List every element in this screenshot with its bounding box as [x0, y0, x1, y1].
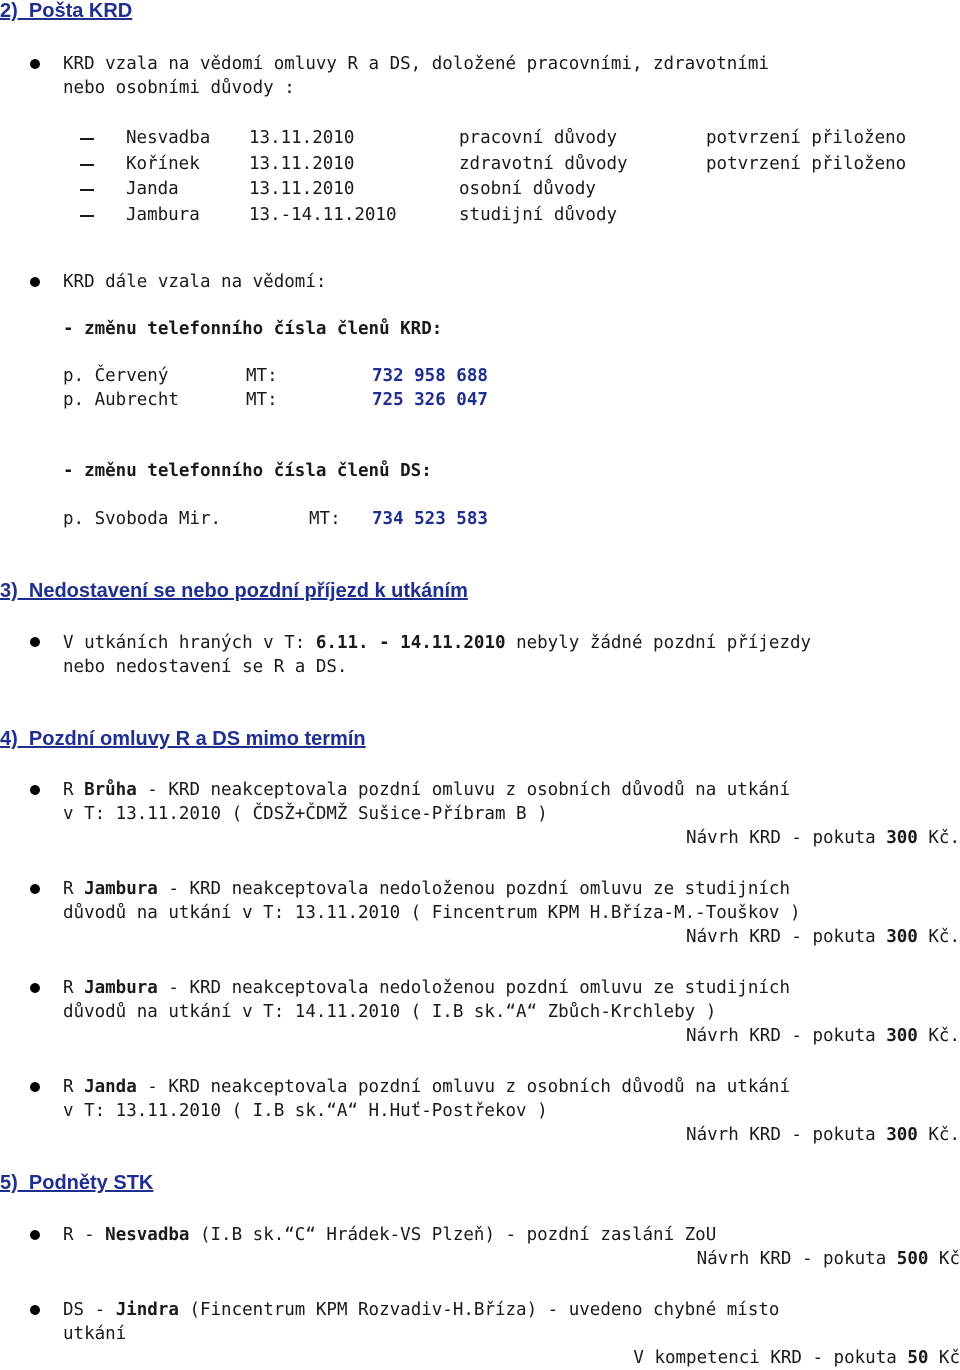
- penalty-text: Návrh KRD - pokuta: [696, 1249, 897, 1269]
- penalty-unit: Kč: [928, 1249, 960, 1269]
- bullet-icon: [30, 1230, 40, 1240]
- phone-label: MT:: [246, 390, 278, 410]
- penalty-unit: Kč.: [917, 1125, 960, 1145]
- phone-name: p. Červený: [63, 366, 169, 386]
- phone-label: MT:: [246, 366, 278, 386]
- official-name: Jambura: [84, 978, 158, 998]
- bullet-icon: [30, 785, 40, 795]
- excuse-note: potvrzení přiloženo: [706, 154, 907, 174]
- dash-icon: [80, 138, 94, 140]
- late-excuse-line-2: v T: 13.11.2010 ( I.B sk.“A“ H.Huť-Postřekov ): [63, 1101, 548, 1121]
- late-arrival-line-2: nebo nedostavení se R a DS.: [63, 657, 348, 677]
- phone-number: 732 958 688: [372, 366, 488, 386]
- krd-change-title: - změnu telefonního čísla členů KRD:: [63, 319, 443, 339]
- section-5-heading: 5) Podněty STK: [0, 1172, 154, 1194]
- official-name: Brůha: [84, 780, 137, 800]
- official-name: Nesvadba: [105, 1225, 190, 1245]
- penalty-unit: Kč.: [917, 1026, 960, 1046]
- stk-text: (Fincentrum KPM Rozvadiv-H.Bříza) - uvedeno chybné místo: [178, 1300, 780, 1320]
- excuse-name: Kořínek: [126, 154, 200, 174]
- late-excuse-line-1: [63, 1075, 790, 1099]
- penalty-amount: 300: [886, 1125, 918, 1145]
- penalty-line: [633, 1346, 960, 1370]
- penalty-line: [686, 1024, 960, 1048]
- dash-icon: [80, 215, 94, 217]
- stk-item-line-2: utkání: [63, 1324, 127, 1344]
- excuse-note: potvrzení přiloženo: [706, 128, 907, 148]
- penalty-line: [686, 1123, 960, 1147]
- phone-number: 725 326 047: [372, 390, 488, 410]
- phone-name: p. Svoboda Mir.: [63, 509, 222, 529]
- bullet-icon: [30, 277, 40, 287]
- late-excuse-prefix: R: [63, 1077, 85, 1097]
- bullet-icon: [30, 1082, 40, 1092]
- excuse-reason: osobní důvody: [459, 179, 596, 199]
- penalty-line: [697, 1247, 960, 1271]
- penalty-amount: 50: [907, 1348, 929, 1368]
- late-excuse-line-1: [63, 778, 790, 802]
- late-arrival-line-1: [63, 631, 811, 655]
- stk-item-line: [63, 1223, 716, 1247]
- penalty-text: V kompetenci KRD - pokuta: [633, 1348, 908, 1368]
- phone-number: 734 523 583: [372, 509, 488, 529]
- excuse-reason: pracovní důvody: [459, 128, 618, 148]
- penalty-amount: 300: [886, 828, 918, 848]
- bullet-icon: [30, 59, 40, 69]
- late-excuse-text: - KRD neakceptovala pozdní omluvu z osobních důvodů na utkání: [136, 1077, 790, 1097]
- intro-line-1: KRD vzala na vědomí omluvy R a DS, doložené pracovními, zdravotními: [63, 54, 769, 74]
- stk-text: (I.B sk.“C“ Hrádek-VS Plzeň) - pozdní zaslání ZoU: [189, 1225, 717, 1245]
- penalty-text: Návrh KRD - pokuta: [686, 1026, 887, 1046]
- excuse-name: Jambura: [126, 205, 200, 225]
- stk-prefix: R -: [63, 1225, 106, 1245]
- late-excuse-prefix: R: [63, 879, 85, 899]
- late-excuse-line-1: [63, 976, 790, 1000]
- excuse-reason: zdravotní důvody: [459, 154, 628, 174]
- bullet-icon: [30, 637, 40, 647]
- bullet-icon: [30, 884, 40, 894]
- ds-change-title: - změnu telefonního čísla členů DS:: [63, 461, 432, 481]
- late-arrival-dates: 6.11. - 14.11.2010: [315, 633, 506, 653]
- excuse-date: 13.11.2010: [249, 154, 355, 174]
- late-arrival-text: nebyly žádné pozdní příjezdy: [505, 633, 812, 653]
- bullet-icon: [30, 983, 40, 993]
- penalty-unit: Kč.: [917, 828, 960, 848]
- penalty-line: [686, 826, 960, 850]
- excuse-date: 13.11.2010: [249, 128, 355, 148]
- official-name: Jambura: [84, 879, 158, 899]
- further-line: KRD dále vzala na vědomí:: [63, 272, 327, 292]
- late-excuse-prefix: R: [63, 978, 85, 998]
- dash-icon: [80, 164, 94, 166]
- late-excuse-line-1: [63, 877, 790, 901]
- late-excuse-line-2: důvodů na utkání v T: 13.11.2010 ( Fincentrum KPM H.Bříza-M.-Touškov ): [63, 903, 801, 923]
- excuse-name: Nesvadba: [126, 128, 211, 148]
- penalty-text: Návrh KRD - pokuta: [686, 1125, 887, 1145]
- penalty-amount: 300: [886, 927, 918, 947]
- excuse-reason: studijní důvody: [459, 205, 618, 225]
- phone-name: p. Aubrecht: [63, 390, 179, 410]
- phone-label: MT:: [309, 509, 341, 529]
- stk-item-line: [63, 1298, 779, 1322]
- penalty-amount: 300: [886, 1026, 918, 1046]
- penalty-line: [686, 925, 960, 949]
- late-excuse-text: - KRD neakceptovala nedoloženou pozdní omluvu ze studijních: [157, 978, 790, 998]
- section-3-heading: 3) Nedostavení se nebo pozdní příjezd k utkáním: [0, 580, 468, 602]
- penalty-amount: 500: [896, 1249, 929, 1269]
- penalty-text: Návrh KRD - pokuta: [686, 828, 887, 848]
- late-arrival-text: V utkáních hraných v T:: [63, 633, 316, 653]
- late-excuse-text: - KRD neakceptovala nedoloženou pozdní omluvu ze studijních: [157, 879, 790, 899]
- intro-line-2: nebo osobními důvody :: [63, 78, 295, 98]
- late-excuse-text: - KRD neakceptovala pozdní omluvu z osobních důvodů na utkání: [136, 780, 790, 800]
- late-excuse-prefix: R: [63, 780, 85, 800]
- penalty-unit: Kč: [928, 1348, 960, 1368]
- excuse-date: 13.11.2010: [249, 179, 355, 199]
- bullet-icon: [30, 1305, 40, 1315]
- late-excuse-line-2: v T: 13.11.2010 ( ČDSŽ+ČDMŽ Sušice-Příbram B ): [63, 804, 548, 824]
- official-name: Janda: [84, 1077, 137, 1097]
- penalty-unit: Kč.: [917, 927, 960, 947]
- late-excuse-line-2: důvodů na utkání v T: 14.11.2010 ( I.B sk.“A“ Zbůch-Krchleby ): [63, 1002, 717, 1022]
- excuse-date: 13.-14.11.2010: [249, 205, 397, 225]
- official-name: Jindra: [115, 1300, 179, 1320]
- dash-icon: [80, 189, 94, 191]
- excuse-name: Janda: [126, 179, 179, 199]
- stk-prefix: DS -: [63, 1300, 116, 1320]
- section-4-heading: 4) Pozdní omluvy R a DS mimo termín: [0, 728, 366, 750]
- penalty-text: Návrh KRD - pokuta: [686, 927, 887, 947]
- section-2-heading: 2) Pošta KRD: [0, 0, 133, 22]
